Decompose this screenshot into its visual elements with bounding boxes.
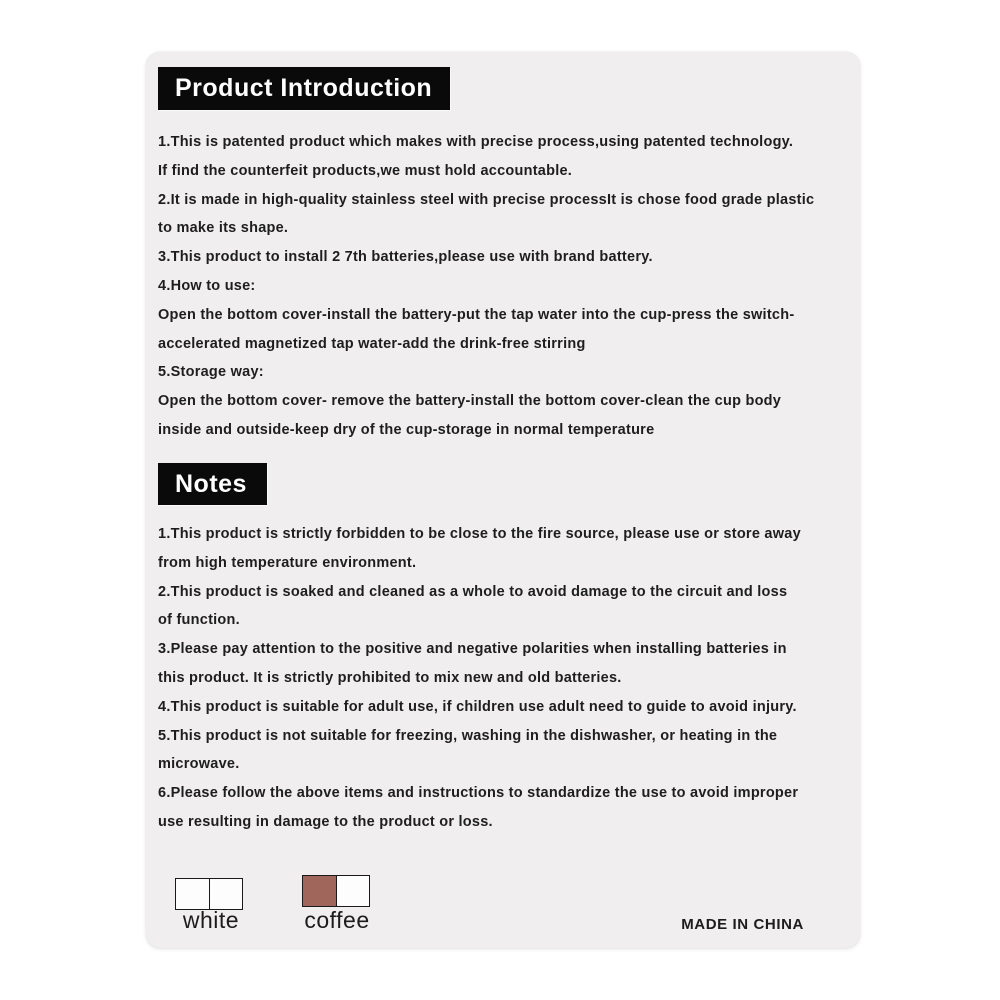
made-in-china-label: MADE IN CHINA: [681, 916, 804, 933]
notes-line: this product. It is strictly prohibited to mix new and old batteries.: [158, 669, 622, 686]
intro-line: 2.It is made in high-quality stainless steel with precise processIt is chose food grade plastic: [158, 191, 815, 208]
notes-heading-bar: [158, 463, 267, 505]
notes-line: 1.This product is strictly forbidden to be close to the fire source, please use or store away: [158, 526, 801, 542]
notes-line: 5.This product is not suitable for freezing, washing in the dishwasher, or heating in the: [158, 727, 778, 744]
notes-line: from high temperature environment.: [158, 554, 417, 571]
notes-line: 2.This product is soaked and cleaned as a whole to avoid damage to the circuit and loss: [158, 583, 788, 600]
notes-heading: Notes: [175, 469, 247, 498]
intro-line: If find the counterfeit products,we must hold accountable.: [158, 162, 573, 179]
coffee-variant-label: coffee: [304, 907, 370, 933]
intro-line: 4.How to use:: [158, 277, 256, 294]
intro-line: to make its shape.: [158, 220, 289, 237]
notes-line: 4.This product is suitable for adult use, if children use adult need to guide to avoid injury.: [158, 698, 797, 715]
notes-line: 3.Please pay attention to the positive and negative polarities when installing batteries in: [158, 641, 787, 658]
coffee-variant-swatch: [302, 875, 370, 907]
notes-line: use resulting in damage to the product or loss.: [158, 813, 493, 830]
coffee-swatch-left-cell: [303, 876, 337, 906]
intro-line: Open the bottom cover- remove the battery-install the bottom cover-clean the cup body: [158, 393, 782, 410]
product-introduction-heading: Product Introduction: [175, 74, 433, 102]
product-introduction-text: [158, 128, 853, 445]
intro-line: inside and outside-keep dry of the cup-storage in normal temperature: [158, 421, 655, 438]
intro-line: 5.Storage way:: [158, 364, 264, 381]
notes-line: 6.Please follow the above items and instructions to standardize the use to avoid improper: [158, 785, 799, 802]
intro-line: 3.This product to install 2 7th batteries,please use with brand battery.: [158, 249, 653, 266]
intro-line: Open the bottom cover-install the battery-put the tap water into the cup-press the switch-: [158, 306, 795, 323]
notes-line: of function.: [158, 612, 240, 629]
notes-line: microwave.: [158, 756, 240, 773]
white-swatch-left-cell: [176, 879, 210, 909]
notes-text: [158, 520, 853, 837]
white-swatch-right-cell: [210, 879, 243, 909]
product-introduction-heading-bar: [158, 67, 450, 110]
intro-line: 1.This is patented product which makes with precise process,using patented technology.: [158, 134, 794, 150]
white-variant-label: white: [182, 907, 240, 933]
white-variant-swatch: [175, 878, 243, 910]
coffee-swatch-right-cell: [337, 876, 370, 906]
product-label-card: [146, 52, 860, 948]
intro-line: accelerated magnetized tap water-add the drink-free stirring: [158, 335, 586, 352]
